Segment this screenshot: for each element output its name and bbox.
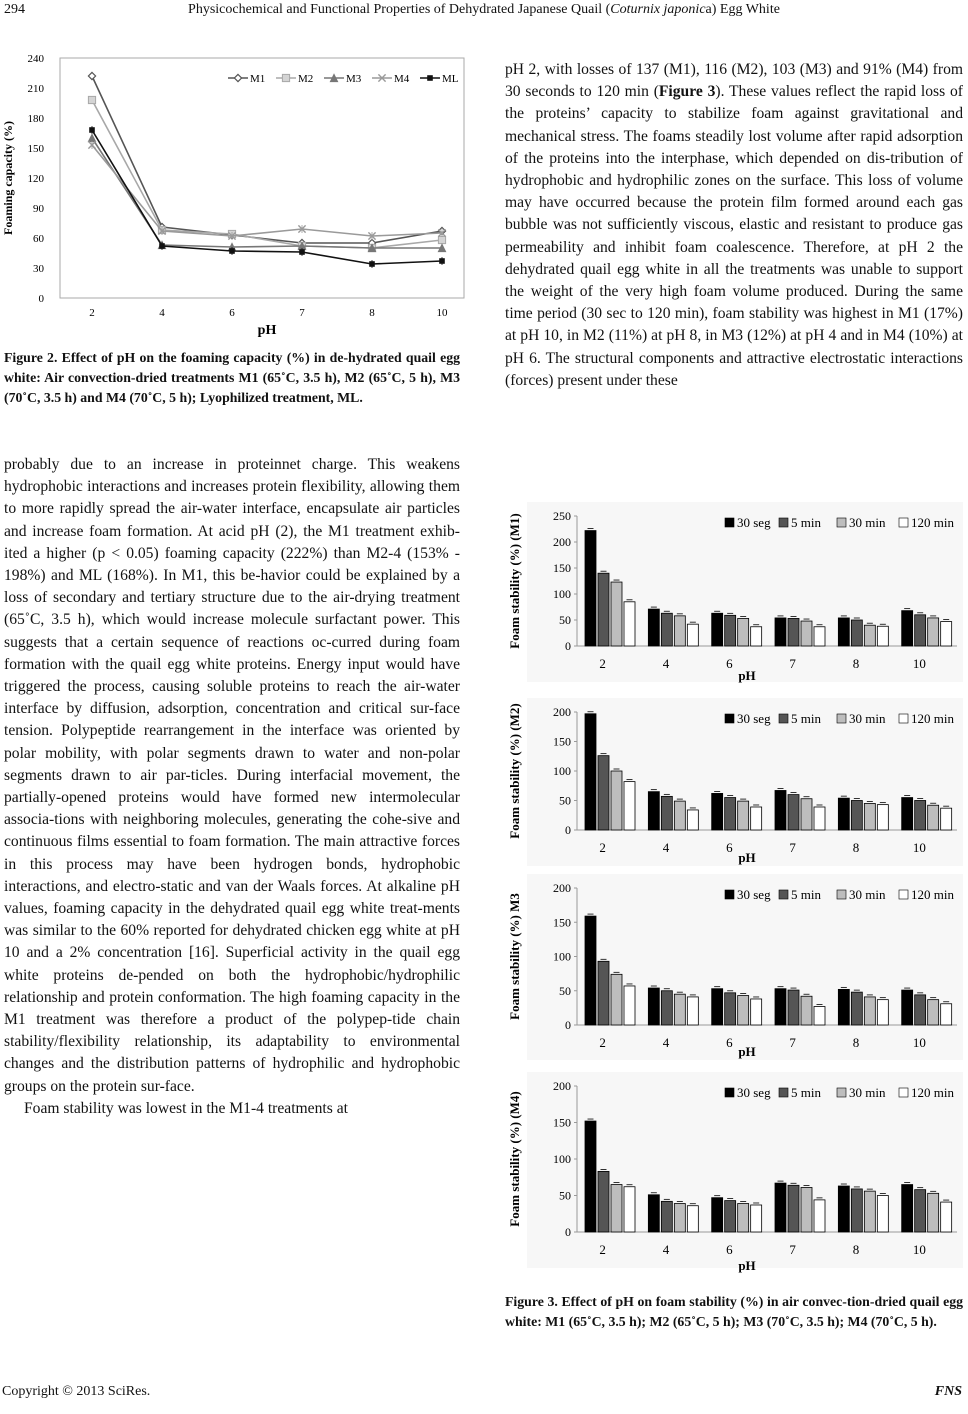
legend-label: 30 min (849, 887, 886, 902)
bar (775, 790, 786, 830)
x-tick-label: 6 (726, 1242, 733, 1257)
x-axis-label: pH (738, 1044, 756, 1059)
bar (775, 1183, 786, 1232)
bar (661, 796, 672, 830)
legend-swatch (899, 1088, 908, 1097)
legend-swatch (725, 714, 734, 723)
text-run: pH 2, with losses of 137 (M1), 116 (M2), 103 (M3) and 91% (M4) from 30 seconds to 120 min ( (505, 61, 963, 101)
bar (877, 1000, 888, 1025)
bar (624, 1187, 635, 1232)
page-number: 294 (4, 2, 25, 17)
y-tick-label: 150 (553, 734, 571, 749)
x-tick-label: 7 (789, 1242, 796, 1257)
data-point (88, 96, 95, 103)
legend-label: 30 min (849, 1085, 886, 1100)
bar (788, 618, 799, 646)
bar (801, 799, 812, 830)
y-tick-label: 200 (553, 705, 571, 719)
bar (877, 626, 888, 646)
bar (814, 1007, 825, 1025)
bar (738, 801, 749, 830)
bar (902, 611, 913, 646)
bar (712, 613, 723, 646)
figure-2-foaming-capacity-chart (0, 40, 470, 340)
bar (877, 805, 888, 830)
bar (877, 1196, 888, 1233)
legend-label: 5 min (791, 515, 821, 530)
bar (687, 810, 698, 830)
bar (687, 624, 698, 646)
legend-label: 30 min (849, 515, 886, 530)
y-tick-label: 100 (553, 949, 571, 964)
bar (661, 991, 672, 1025)
bar (814, 807, 825, 830)
bar (851, 992, 862, 1025)
bar (751, 807, 762, 830)
figure-3-panel-m4 (503, 1072, 963, 1282)
legend-swatch (837, 1088, 846, 1097)
legend-label: M2 (298, 73, 314, 85)
bar (738, 618, 749, 646)
x-tick-label: 7 (789, 1035, 796, 1050)
y-tick-label: 150 (553, 915, 571, 930)
running-title (0, 2, 968, 18)
paragraph: probably due to an increase in proteinnet charge. This weakens hydrophobic interactions and increases protein flexibility, allowing them to more rapidly spread the air-water interface, encapsulate air particles and increase foam formation. At acid pH (2), the M1 treatment exhib-ited a higher (p < 0.05) foaming capacity (222%) than M2-4 (153% - 198%) and ML (168%). In M1, this be-havior could be explained by a loss of secondary and tertiary structure due to the air-drying treatment (65˚C, 3.5 h), which would increase molecule surfactant power. This suggests that a certain sequence of reactions oc-curred during foam formation with the quail egg white proteins. Energy input would have triggered the process, causing soluble proteins to reach the air-water interface by diffusion, adsorption, concentration and critical sur-face tension. Polypeptide rearrangement in the interface was oriented by polar mobility, with polar segments drawn to water and non-polar segments drawn to air par-ticles. During interfacial movement, the partially-opened proteins would have formed new intermolecular associa-tions with neighboring molecules, generating the cohe-sive and continuous films essential to foam formation. The main attractive forces in this process may have been hydrogen bonds, hydrophobic interactions, and electro-static and van der Waals forces. At alkaline pH values, foaming capacity in the dehydrated quail egg white treat-ments was similar to the 60% reported for dehydrated chicken egg white at pH 10 and a 2% concentration [16]. Superficial activity in the quail egg white proteins de-pended on both the hydrophobic/hydrophilic relationship and protein conformation. The high foaming capacity in the M1 treatment was therefore a product of the polypep-tide chain stability/flexibility relationship, its adaptability to environmental changes and the distribution patterns of hydrophilic and hydrophobic groups on the protein sur-face. (4, 456, 460, 1095)
legend-label: 30 min (849, 711, 886, 726)
bar (864, 803, 875, 830)
data-point (369, 261, 375, 267)
legend-swatch (779, 518, 788, 527)
left-column-text (4, 454, 460, 1120)
bar (864, 1191, 875, 1232)
data-point (439, 258, 445, 264)
bar (712, 989, 723, 1025)
bar (775, 618, 786, 646)
bar (941, 1202, 952, 1232)
bar (738, 1204, 749, 1232)
bar (864, 625, 875, 646)
x-tick-label: 8 (852, 656, 860, 671)
legend-swatch (779, 714, 788, 723)
bar (674, 1204, 685, 1232)
y-tick-label: 250 (553, 509, 571, 523)
x-tick-label: 8 (852, 840, 860, 855)
legend-label: M3 (346, 73, 362, 85)
y-tick-label: 200 (553, 1079, 571, 1093)
journal-abbreviation: FNS (934, 1384, 962, 1399)
bar (725, 798, 736, 830)
bar (585, 1121, 596, 1232)
legend-swatch (899, 890, 908, 899)
y-tick-label: 30 (33, 263, 44, 275)
legend-marker (427, 75, 433, 81)
data-point (89, 127, 95, 133)
y-axis-label: Foam stability (%) (M4) (507, 1091, 522, 1227)
bar (838, 798, 849, 830)
bar (838, 989, 849, 1025)
bar (624, 782, 635, 830)
bar (661, 1201, 672, 1232)
x-tick-label: 10 (912, 840, 926, 855)
y-tick-label: 100 (553, 764, 571, 778)
y-tick-label: 0 (565, 1225, 571, 1239)
bar (902, 798, 913, 830)
bar (674, 616, 685, 646)
paragraph (505, 59, 963, 392)
bar (598, 1171, 609, 1232)
bar (775, 989, 786, 1025)
legend-label: ML (442, 73, 459, 85)
x-tick-label: 2 (599, 840, 606, 855)
y-axis-label: Foaming capacity (%) (1, 121, 15, 235)
data-point (229, 248, 235, 254)
x-tick-label: 8 (852, 1242, 860, 1257)
y-tick-label: 210 (27, 83, 44, 95)
bar (598, 573, 609, 646)
x-tick-label: 2 (599, 1035, 606, 1050)
bar (725, 1201, 736, 1232)
y-tick-label: 50 (559, 613, 571, 627)
bar (611, 974, 622, 1025)
bar (864, 997, 875, 1025)
x-tick-label: 8 (852, 1035, 860, 1050)
x-axis-label: pH (257, 323, 277, 338)
right-column-text (505, 59, 963, 392)
bar (648, 609, 659, 646)
bar (661, 613, 672, 646)
legend-label: M4 (394, 73, 410, 85)
bar (801, 621, 812, 646)
bar (624, 602, 635, 646)
bar (648, 792, 659, 830)
y-tick-label: 200 (553, 881, 571, 895)
figure-reference: Figure 3 (658, 83, 716, 101)
legend-label: 120 min (911, 887, 954, 902)
legend-swatch (899, 518, 908, 527)
x-tick-label: 7 (789, 840, 796, 855)
running-title-part: Physicochemical and Functional Properties of Dehydrated Japanese Quail ( (188, 2, 611, 17)
y-tick-label: 90 (33, 203, 44, 215)
x-tick-label: 6 (726, 1035, 733, 1050)
bar (788, 1185, 799, 1232)
figure-3-caption: Figure 3. Effect of pH on foam stability (%) in air convec-tion-dried quail egg white: M1 (65˚C, 3.5 h); M2 (65˚C, 5 h); M3 (70˚C, 3.5 h); M4 (70˚C, 5 h). (505, 1294, 963, 1329)
bar (928, 618, 939, 646)
y-tick-label: 240 (27, 53, 44, 65)
figure-3-panel-m1 (503, 502, 963, 690)
x-tick-label: 10 (912, 1035, 926, 1050)
data-point (159, 243, 165, 249)
bar (725, 615, 736, 646)
y-tick-label: 150 (553, 561, 571, 575)
bar (788, 795, 799, 830)
x-tick-label: 6 (726, 656, 733, 671)
bar (851, 801, 862, 831)
bar (585, 714, 596, 830)
page-header (0, 0, 968, 24)
figure-2-caption: Figure 2. Effect of pH on the foaming capacity (%) in de-hydrated quail egg white: Air convection-dried treatments M1 (65˚C, 3.5 h), M2 (65˚C, 5 h), M3 (70˚C, 3.5 h) and M4 (70˚C, 5 h); Lyophilized treatment, ML. (4, 350, 460, 405)
y-tick-label: 60 (33, 233, 44, 245)
legend-swatch (725, 1088, 734, 1097)
y-tick-label: 0 (565, 639, 571, 653)
y-tick-label: 50 (559, 793, 571, 808)
bar (674, 801, 685, 830)
bar (928, 1000, 939, 1025)
legend-swatch (837, 518, 846, 527)
x-tick-label: 4 (662, 840, 670, 855)
legend-swatch (837, 714, 846, 723)
x-tick-label: 6 (726, 840, 733, 855)
legend-swatch (725, 518, 734, 527)
legend-label: 30 seg (737, 887, 771, 902)
bar (801, 996, 812, 1025)
bar (611, 1185, 622, 1232)
legend-label: 5 min (791, 887, 821, 902)
bar (941, 622, 952, 646)
x-tick-label: 6 (229, 307, 235, 319)
bar (712, 1198, 723, 1232)
running-title-end: a) Egg White (705, 2, 780, 17)
y-tick-label: 0 (565, 823, 571, 837)
legend-swatch (779, 890, 788, 899)
bar (838, 618, 849, 646)
bar (814, 627, 825, 646)
figure-3-panel-m3 (503, 874, 963, 1060)
bar (687, 1206, 698, 1232)
bar (928, 805, 939, 830)
legend-swatch (899, 714, 908, 723)
x-tick-label: 10 (436, 307, 448, 319)
y-tick-label: 200 (553, 535, 571, 549)
data-point (438, 236, 445, 243)
bar (902, 1185, 913, 1232)
x-tick-label: 4 (159, 307, 165, 319)
figure-3-panel-m2 (503, 694, 963, 870)
bar (725, 993, 736, 1025)
bar (851, 1189, 862, 1232)
bar (598, 756, 609, 830)
legend-label: 30 seg (737, 515, 771, 530)
copyright: Copyright © 2013 SciRes. (2, 1384, 151, 1399)
bar (928, 1193, 939, 1232)
legend-label: 120 min (911, 711, 954, 726)
x-tick-label: 4 (662, 1242, 670, 1257)
y-tick-label: 50 (559, 983, 571, 998)
bar (902, 990, 913, 1025)
x-tick-label: 8 (369, 307, 375, 319)
bar (738, 996, 749, 1025)
y-tick-label: 120 (27, 173, 44, 185)
bar (801, 1187, 812, 1232)
bar (611, 582, 622, 646)
y-tick-label: 0 (565, 1018, 571, 1032)
x-tick-label: 4 (662, 656, 670, 671)
y-tick-label: 100 (553, 1152, 571, 1166)
y-tick-label: 150 (553, 1115, 571, 1130)
bar (915, 995, 926, 1025)
legend-swatch (837, 890, 846, 899)
legend-label: 5 min (791, 1085, 821, 1100)
y-tick-label: 150 (27, 143, 44, 155)
running-title-species: Coturnix japonic (610, 2, 706, 17)
bar (838, 1186, 849, 1232)
bar (598, 961, 609, 1025)
bar (712, 793, 723, 830)
bar (851, 620, 862, 646)
legend-swatch (779, 1088, 788, 1097)
x-tick-label: 7 (299, 307, 305, 319)
legend-label: 30 seg (737, 711, 771, 726)
bar (814, 1200, 825, 1232)
text-run: ). These values reflect the rapid loss of the proteins’ capacity to stabilize foam against gravitational and mechanical stress. The foams steadily lost volume after rapid adsorption of the proteins into the interphase, which depended on dis-tribution of hydrophobic and hydrophilic zones on the surface. This loss of volume may have occurred because the protein film formed around each gas bubble was not sufficiently viscous, elastic and resistant to produce gas permeability and inhibit foam coalescence. Therefore, at pH 2 the dehydrated quail egg white in all the treatments was unable to support the weight of the very high foam volume produced. During the same time period (30 sec to 120 min), foam stability was highest in M1 (17%) at pH 10, in M2 (11%) at pH 8, in M3 (12%) at pH 4 and in M4 (10%) at pH 6. The structural components and attractive electrostatic interactions (forces) present under these (505, 83, 963, 389)
bar (751, 627, 762, 646)
x-tick-label: 2 (599, 656, 606, 671)
legend-label: 120 min (911, 1085, 954, 1100)
x-axis-label: pH (738, 1258, 756, 1273)
bar (648, 1195, 659, 1232)
bar (941, 1004, 952, 1025)
bar (915, 615, 926, 646)
legend-label: 5 min (791, 711, 821, 726)
paragraph: Foam stability was lowest in the M1-4 treatments at (24, 1099, 348, 1117)
bar (687, 997, 698, 1025)
x-tick-label: 7 (789, 656, 796, 671)
data-point (299, 249, 305, 255)
legend-label: 120 min (911, 515, 954, 530)
bar (751, 1205, 762, 1232)
bar (915, 801, 926, 831)
x-tick-label: 2 (599, 1242, 606, 1257)
bar (751, 999, 762, 1025)
y-axis-label: Foam stability (%) (M1) (507, 513, 522, 649)
bar (611, 771, 622, 830)
x-tick-label: 2 (89, 307, 95, 319)
legend-label: 30 seg (737, 1085, 771, 1100)
bar (585, 531, 596, 646)
x-axis-label: pH (738, 668, 756, 683)
y-tick-label: 0 (38, 293, 44, 305)
bar (674, 994, 685, 1025)
y-tick-label: 50 (559, 1188, 571, 1203)
y-tick-label: 100 (553, 587, 571, 601)
bar (648, 988, 659, 1025)
legend-marker (282, 74, 289, 81)
x-axis-label: pH (738, 850, 756, 865)
x-tick-label: 10 (912, 1242, 926, 1257)
y-tick-label: 180 (27, 113, 44, 125)
x-tick-label: 4 (662, 1035, 670, 1050)
legend-label: M1 (250, 73, 266, 85)
y-axis-label: Foam stability (%) M3 (507, 893, 522, 1020)
bar (941, 808, 952, 830)
legend-swatch (725, 890, 734, 899)
bar (915, 1190, 926, 1232)
bar (624, 986, 635, 1025)
bar (585, 916, 596, 1025)
x-tick-label: 10 (912, 656, 926, 671)
bar (788, 990, 799, 1025)
y-axis-label: Foam stability (%) (M2) (507, 703, 522, 839)
